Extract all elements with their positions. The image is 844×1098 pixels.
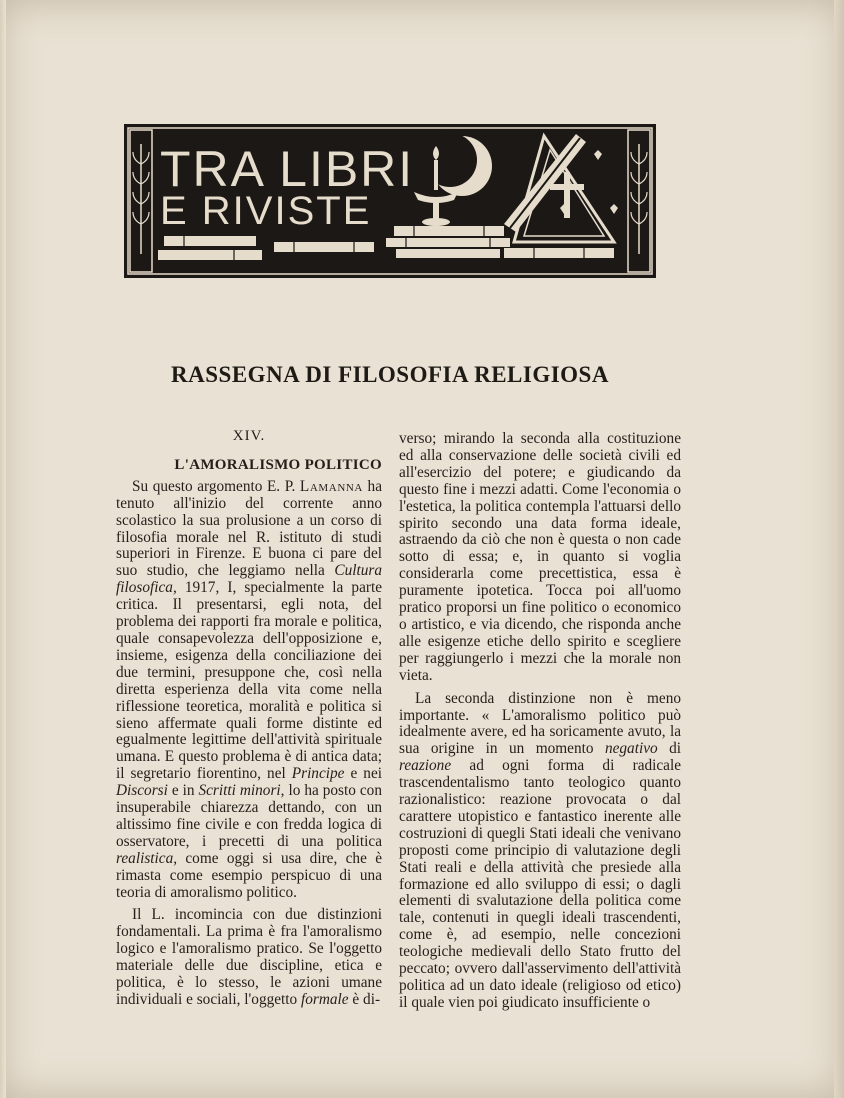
article-number: XIV.	[232, 428, 266, 444]
paragraph: Il L. incomincia con due distinzioni fondamentali. La prima è fra l'amoralismo logico e l'amoralismo pratico. Se l'oggetto materiale delle due discipline, etica e politica, è lo stesso, le azioni umane individuali e sociali, l'oggetto formale è di-	[116, 906, 382, 1008]
author-name: Lamanna	[299, 477, 363, 495]
books-lamp-moon-woodcut-icon	[124, 124, 656, 278]
banner-line2: E RIVISTE	[160, 189, 372, 233]
banner-line1: TRA LIBRI	[160, 141, 415, 197]
journal-title: Cultura filosofica	[116, 562, 382, 597]
page-edge-right	[834, 0, 844, 1098]
paragraph: Su questo argomento E. P. Lamanna ha tenuto all'inizio del corrente anno scolastico la sua prolusione a un corso di filosofia morale nel R. istituto di studi superiori in Firenze. E buona ci pare del suo studio, che leggiamo nella Cultura filosofica, 1917, I, specialmente la parte critica. Il presentarsi, egli nota, del problema dei rapporti fra morale e politica, quale consapevolezza dell'opposizione e, insieme, esigenza della conciliazione dei due termini, presuppone che, così nella diretta esperienza della vita come nella riflessione teoretica, moralità e politica si sieno affermate quali forme distinte ed egualmente legittime dell'attività spirituale umana. E questo problema è di antica data; il segretario fiorentino, nel Principe e nei Discorsi e in Scritti minori, lo ha posto con insuperabile chiarezza dettando, con un altissimo fine civile e con fredda logica di osservatore, i precetti di una politica realistica, come oggi si usa dire, che è rimasta come esempio perspicuo di una teoria di amoralismo politico.	[116, 477, 382, 901]
article-heading: L'AMORALISMO POLITICO	[174, 456, 382, 473]
right-column	[399, 431, 681, 1012]
left-column	[116, 428, 382, 1009]
paragraph: La seconda distinzione non è meno importante. « L'amoralismo politico può idealmente avere, ed ha soricamente avuto, la sua origine in un momento negativo di reazione ad ogni forma di radicale trascendentalismo tanto teologico quanto razionalistico: reazione provocata o dal carattere utopistico e fantastico inerente alle costruzioni di quegli Stati ideali che venivano proposti come principio di valutazione degli Stati reali e della attività che presiede alla formazione ed allo sviluppo di essi; o dagli elementi di svalutazione della politica come tale, contenuti in quegli ideali trascendenti, come è, ad esempio, nelle concezioni teologiche medievali dello Stato frutto del peccato; ovvero dall'asservimento dell'attività politica ad un dato ideale (religioso od etico) il quale vien poi giudicato insufficiente o	[399, 689, 681, 1011]
section-title: RASSEGNA DI FILOSOFIA RELIGIOSA	[171, 362, 609, 387]
header-banner	[124, 124, 656, 278]
page-edge-left	[0, 0, 6, 1098]
paragraph: verso; mirando la seconda alla costituzione ed alla conservazione delle società civili ed all'esercizio del potere; e giudicando da questo fine i mezzi adatti. Come l'economia o l'estetica, la politica contempla l'attuarsi dello spirito secondo una data forma ideale, astraendo da ciò che non è questa o non cade sotto di essa; e, in quanto si voglia considerarla come precettistica, essa è puramente ipotetica. Tocca poi all'uomo pratico proporsi un fine politico o economico o artistico, e via dicendo, che risponda anche alle esigenze etiche dello spirito e scegliere per raggiungerlo i mezzi che la morale non vieta.	[399, 430, 681, 684]
